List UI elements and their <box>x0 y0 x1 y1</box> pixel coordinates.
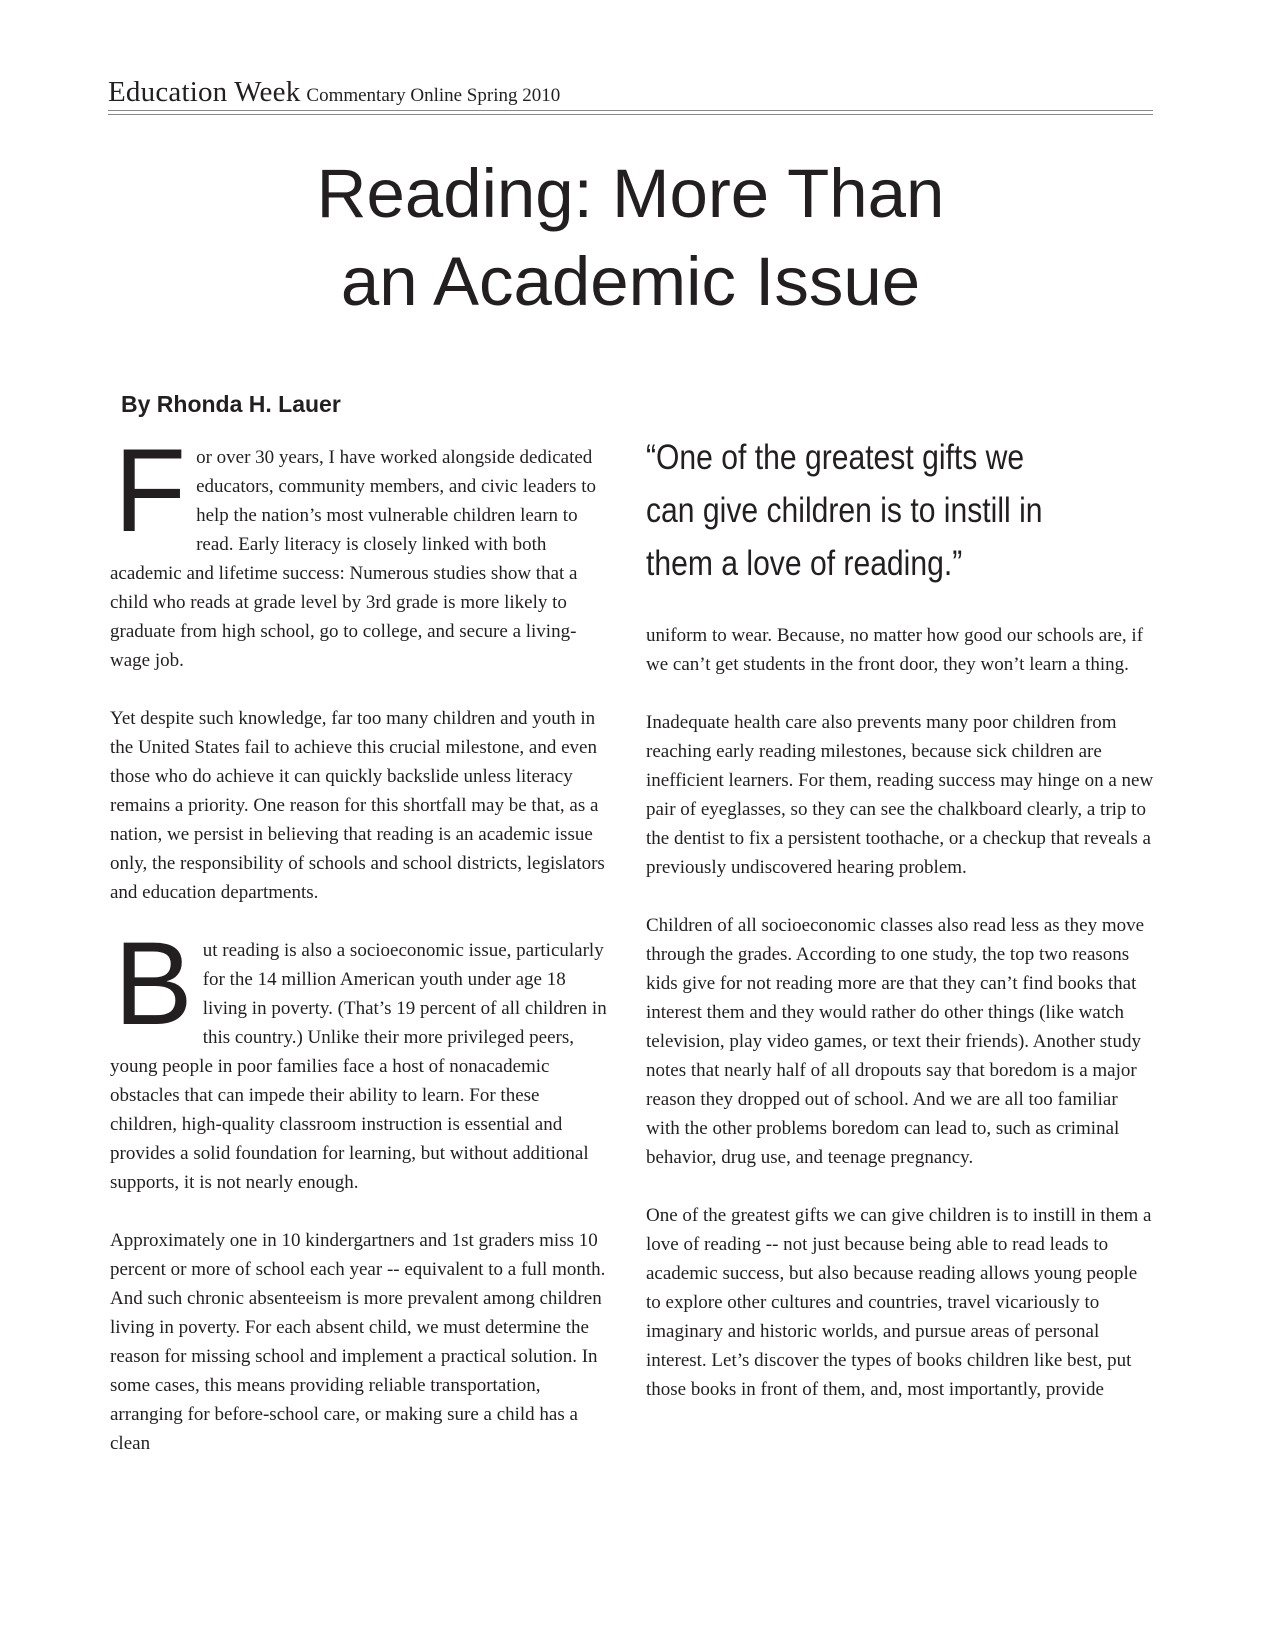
byline: By Rhonda H. Lauer <box>121 391 341 417</box>
drop-cap-b: B <box>114 918 193 1050</box>
pull-quote-line-1: “One of the greatest gifts we <box>646 438 1025 477</box>
paragraph-1-text: or over 30 years, I have worked alongside dedicated educators, community members, and civic leaders to help the nation’s most vulnerable children learn to read. Early literacy is closely linked with both academic and lifetime success: Numerous studies show that a child who reads at grade level by 3rd grade is more likely to graduate from high school, go to college, and secure a living-wage job. <box>110 447 597 671</box>
body-paragraph-6: Inadequate health care also prevents many poor children from reaching early reading milestones, because sick children are inefficient learners. For them, reading success may hinge on a new pair of eyeglasses, so they can see the chalkboard clearly, a trip to the dentist to fix a persistent toothache, or a checkup that reveals a previously undiscovered hearing problem. <box>646 712 1154 878</box>
body-paragraph-3 <box>110 918 610 1197</box>
masthead-rule-bottom <box>108 114 1153 115</box>
masthead-rule-top <box>108 110 1153 111</box>
pull-quote-line-2: can give children is to instill in <box>646 491 1043 530</box>
article-title-line-1: Reading: More Than <box>316 155 945 232</box>
left-column <box>110 425 610 1487</box>
body-paragraph-7: Children of all socioeconomic classes also read less as they move through the grades. According to one study, the top two reasons kids give for not reading more are that they can’t find books that interest them and they would rather do other things (like watch television, play video games, or text their friends). Another study notes that nearly half of all dropouts say that boredom is a major reason they dropped out of school. And we are all too familiar with the other problems boredom can lead to, such as criminal behavior, drug use, and teenage pregnancy. <box>646 915 1145 1168</box>
paragraph-3-text: ut reading is also a socioeconomic issue, particularly for the 14 million American youth under age 18 living in poverty. (That’s 19 percent of all children in this country.) Unlike their more privileged peers, young people in poor families face a host of nonacademic obstacles that can impede their ability to learn. For these children, high-quality classroom instruction is essential and provides a solid foundation for learning, but without additional supports, it is not nearly enough. <box>110 940 607 1193</box>
issue-label: Commentary Online Spring 2010 <box>306 85 561 106</box>
drop-cap-f: F <box>114 425 187 557</box>
body-paragraph-1 <box>110 425 610 675</box>
pull-quote-line-3: them a love of reading.” <box>646 544 963 583</box>
article-title <box>108 150 1153 326</box>
body-paragraph-5: uniform to wear. Because, no matter how good our schools are, if we can’t get students in the front door, they won’t learn a thing. <box>646 625 1144 675</box>
article-title-line-2: an Academic Issue <box>340 243 921 320</box>
right-column <box>646 621 1154 1433</box>
publication-name: Education Week <box>108 76 301 108</box>
body-paragraph-4: Approximately one in 10 kindergartners and 1st graders miss 10 percent or more of school each year -- equivalent to a full month. And such chronic absenteeism is more prevalent among children living in poverty. For each absent child, we must determine the reason for missing school and implement a practical solution. In some cases, this means providing reliable transportation, arranging for before-school care, or making sure a child has a clean <box>110 1230 606 1454</box>
pull-quote <box>646 431 1093 590</box>
body-paragraph-8: One of the greatest gifts we can give children is to instill in them a love of reading -- not just because being able to read leads to academic success, but also because reading allows young people to explore other cultures and countries, travel vicariously to imaginary and historic worlds, and pursue areas of personal interest. Let’s discover the types of books children like best, put those books in front of them, and, most importantly, provide <box>646 1205 1152 1400</box>
body-paragraph-2: Yet despite such knowledge, far too many children and youth in the United States fail to achieve this crucial milestone, and even those who do achieve it can quickly backslide unless literacy remains a priority. One reason for this shortfall may be that, as a nation, we persist in believing that reading is an academic issue only, the responsibility of schools and school districts, legislators and education departments. <box>110 708 605 903</box>
